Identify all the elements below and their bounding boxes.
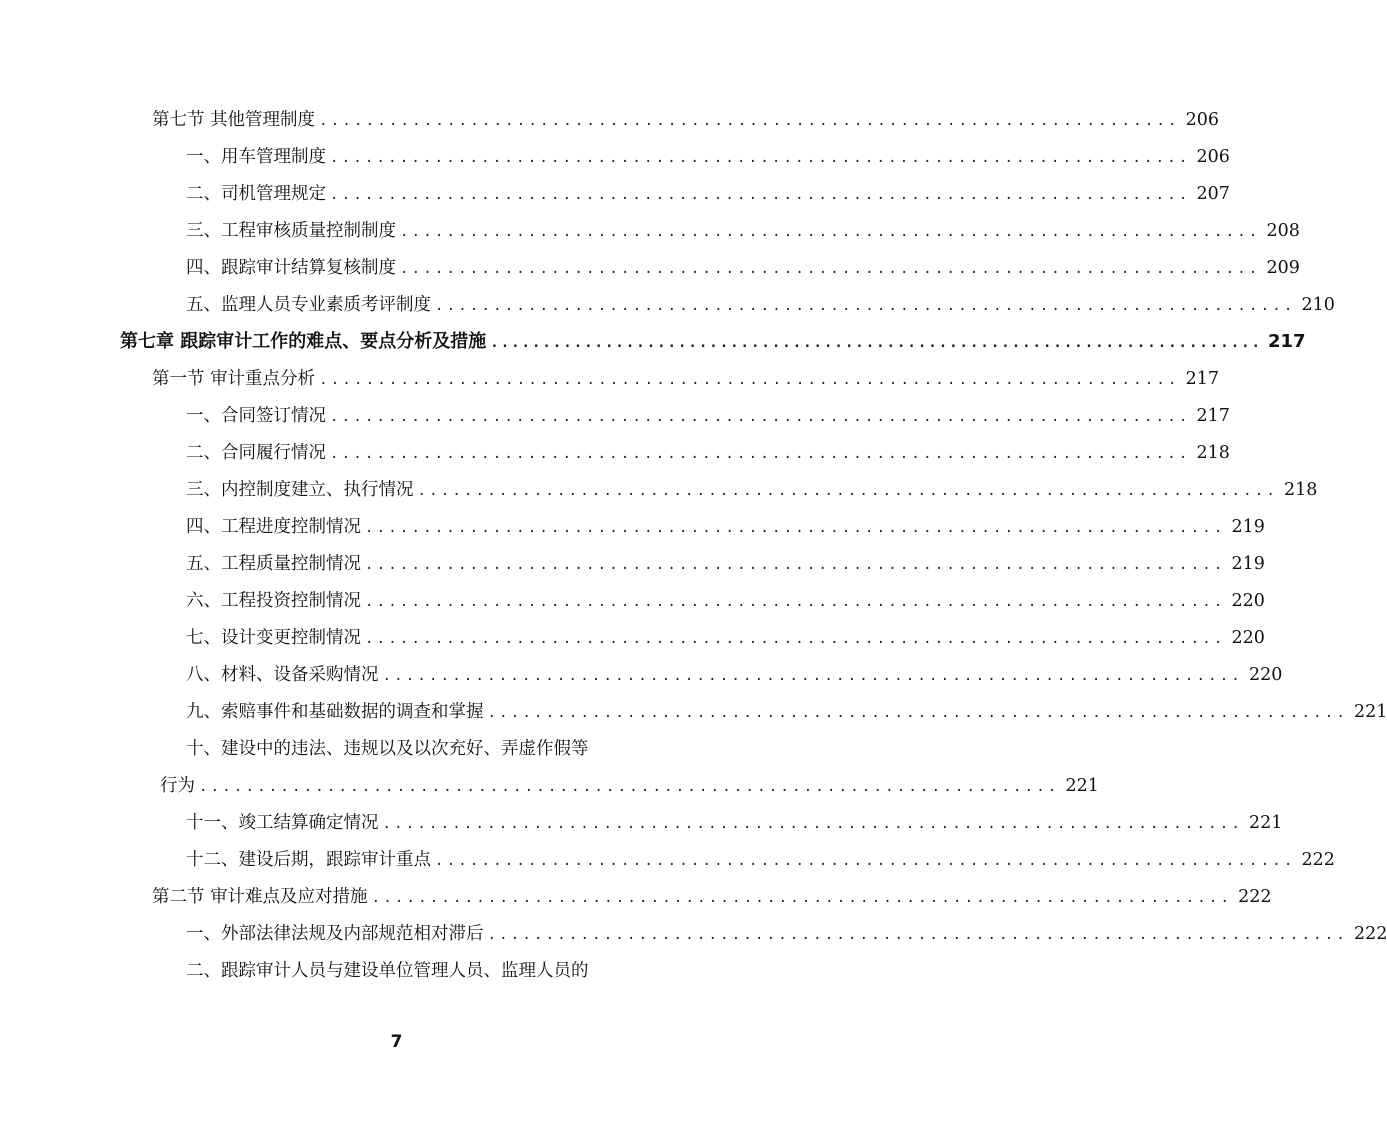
toc-leader-dots: .......................................................................... [330, 446, 1191, 462]
toc-entry [186, 441, 1230, 465]
toc-entry-title: 六、工程投资控制情况 [186, 591, 361, 611]
toc-entry-page: 222 [1301, 850, 1335, 870]
toc-leader-dots: .......................................................................... [382, 816, 1244, 832]
toc-leader-dots: .......................................................................... [382, 668, 1244, 684]
toc-entry-title: 四、工程进度控制情况 [186, 517, 361, 537]
toc-entry-page: 221 [1354, 702, 1387, 722]
toc-entry-page: 219 [1231, 554, 1265, 574]
toc-entry [186, 145, 1230, 169]
toc-entry [186, 552, 1265, 576]
toc-entry [186, 848, 1335, 872]
toc-entry [186, 626, 1265, 650]
toc-chapter-entry [120, 330, 1306, 354]
toc-leader-dots: .......................................................................... [435, 298, 1296, 314]
toc-leader-dots: .......................................................................... [365, 631, 1226, 647]
toc-entry-title: 八、材料、设备采购情况 [186, 665, 379, 685]
toc-leader-dots: .......................................................................... [330, 409, 1191, 425]
toc-entry-title: 一、合同签订情况 [186, 406, 326, 426]
toc-entry [186, 404, 1230, 428]
toc-entry-title: 三、工程审核质量控制制度 [186, 221, 396, 241]
toc-entry [186, 219, 1300, 243]
toc-leader-dots: .......................................................................... [487, 927, 1349, 943]
toc-entry-wrapped-line [186, 737, 674, 761]
toc-entry [186, 811, 1283, 835]
toc-entry-page: 217 [1196, 406, 1230, 426]
toc-leader-dots: .......................................................................... [417, 483, 1279, 499]
toc-entry [152, 885, 1272, 909]
toc-entry-page: 206 [1185, 110, 1219, 130]
toc-entry [152, 108, 1219, 132]
toc-entry [186, 589, 1265, 613]
toc-entry-page: 219 [1231, 517, 1265, 537]
toc-entry-page: 208 [1266, 221, 1300, 241]
toc-entry-page: 218 [1284, 480, 1318, 500]
toc-entry-page: 222 [1354, 924, 1387, 944]
toc-entry [186, 515, 1265, 539]
toc-entry-title: 第一节 审计重点分析 [152, 369, 316, 389]
toc-entry-title: 行为 [160, 776, 195, 796]
toc-entry-title: 九、索赔事件和基础数据的调查和掌握 [186, 702, 484, 722]
toc-entry-continuation [160, 774, 1099, 798]
toc-entry [186, 293, 1335, 317]
toc-entry-title: 十、建设中的违法、违规以及以次充好、弄虚作假等 [186, 739, 589, 759]
toc-entry-page: 217 [1268, 331, 1306, 352]
toc-entry [186, 663, 1283, 687]
toc-entry-page: 206 [1196, 147, 1230, 167]
toc-leader-dots: .......................................................................... [365, 520, 1226, 536]
toc-leader-dots: .......................................................................... [330, 150, 1191, 166]
toc-leader-dots: .......................................................................... [330, 187, 1191, 203]
toc-leader-dots: .......................................................................... [365, 557, 1226, 573]
toc-entry-page: 220 [1231, 628, 1265, 648]
toc-entry [186, 478, 1318, 502]
toc-entry-title: 二、跟踪审计人员与建设单位管理人员、监理人员的 [186, 961, 589, 981]
toc-leader-dots: .......................................................................... [365, 594, 1226, 610]
toc-entry-title: 五、监理人员专业素质考评制度 [186, 295, 431, 315]
toc-entry [186, 256, 1300, 280]
toc-entry-page: 218 [1196, 443, 1230, 463]
toc-entry [186, 922, 1387, 946]
toc-entry-title: 五、工程质量控制情况 [186, 554, 361, 574]
toc-entry-page: 220 [1231, 591, 1265, 611]
toc-entry-title: 十一、竣工结算确定情况 [186, 813, 379, 833]
toc-entry-page: 221 [1249, 813, 1283, 833]
page-number: 7 [390, 1032, 403, 1052]
toc-leader-dots: .......................................................................... [487, 705, 1349, 721]
toc-entry-title: 十二、建设后期，跟踪审计重点 [186, 850, 431, 870]
toc-leader-dots: .......................................................................... [319, 372, 1180, 388]
toc-leader-dots: .......................................................................... [435, 853, 1296, 869]
toc-leader-dots: .......................................................................... [400, 261, 1261, 277]
toc-entry-page: 210 [1301, 295, 1335, 315]
toc-entry [186, 182, 1230, 206]
toc-leader-dots: .......................................................................... [400, 224, 1261, 240]
toc-entry-title: 二、司机管理规定 [186, 184, 326, 204]
toc-entry-page: 220 [1249, 665, 1283, 685]
toc-entry-page: 221 [1065, 776, 1099, 796]
toc-entry-page: 209 [1266, 258, 1300, 278]
toc-entry-page: 207 [1196, 184, 1230, 204]
toc-leader-dots: .......................................................................... [490, 335, 1262, 351]
toc-entry-title: 二、合同履行情况 [186, 443, 326, 463]
toc-leader-dots: .......................................................................... [371, 890, 1233, 906]
toc-entry-title: 第七节 其他管理制度 [152, 110, 316, 130]
toc-entry-page: 222 [1238, 887, 1272, 907]
toc-entry-title: 一、用车管理制度 [186, 147, 326, 167]
toc-entry-title: 一、外部法律法规及内部规范相对滞后 [186, 924, 484, 944]
toc-entry [186, 700, 1387, 724]
toc-entry-title: 第二节 审计难点及应对措施 [152, 887, 368, 907]
toc-leader-dots: .......................................................................... [319, 113, 1180, 129]
toc-entry-title: 七、设计变更控制情况 [186, 628, 361, 648]
toc-entry [152, 367, 1219, 391]
toc-entry-title: 第七章 跟踪审计工作的难点、要点分析及措施 [120, 331, 487, 352]
toc-entry-page: 217 [1185, 369, 1219, 389]
toc-entry-title: 四、跟踪审计结算复核制度 [186, 258, 396, 278]
toc-leader-dots: .......................................................................... [199, 779, 1060, 795]
toc-entry-wrapped-line [186, 959, 674, 983]
toc-entry-title: 三、内控制度建立、执行情况 [186, 480, 414, 500]
